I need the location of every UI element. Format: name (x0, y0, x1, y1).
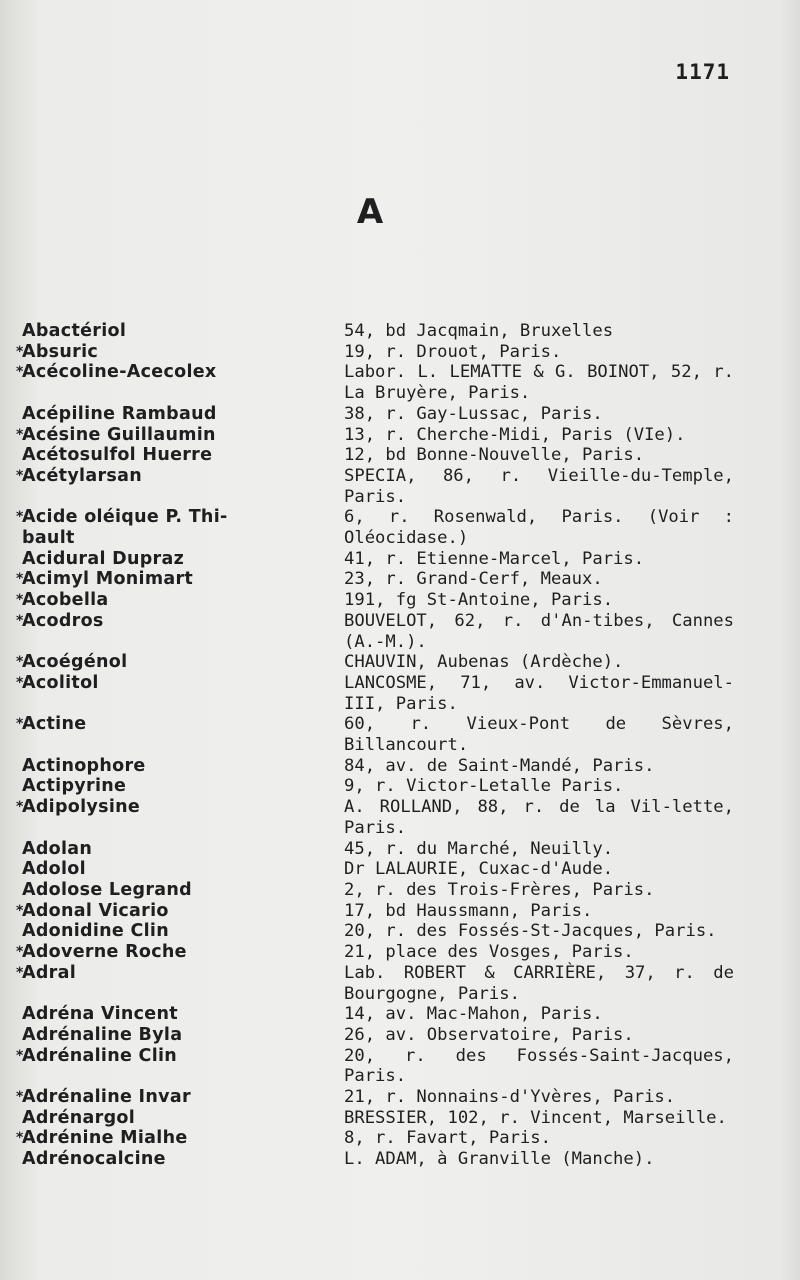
list-item (22, 756, 734, 777)
manufacturer-address: 26, av. Observatoire, Paris. (344, 1024, 634, 1045)
manufacturer-address: 6, r. Rosenwald, Paris. (Voir : Oléocidase.) (344, 507, 734, 549)
asterisk-mark: * (16, 612, 24, 629)
product-name-text: Adolan (22, 838, 93, 859)
asterisk-mark: * (16, 426, 24, 443)
asterisk-mark: * (16, 1089, 24, 1106)
product-name-text: Adolol (22, 859, 86, 880)
manufacturer-address: BRESSIER, 102, r. Vincent, Marseille. (344, 1107, 727, 1128)
manufacturer-address: BOUVELOT, 62, r. d'An-tibes, Cannes (A.-M.). (344, 610, 734, 652)
list-item (16, 1128, 734, 1149)
asterisk-mark: * (16, 509, 24, 526)
asterisk-mark: * (16, 364, 24, 381)
product-name-text: Adoverne Roche (22, 942, 187, 963)
product-name-text: Acobella (22, 590, 109, 611)
manufacturer-address: 19, r. Drouot, Paris. (344, 341, 562, 362)
product-name-text: Acolitol (22, 672, 99, 693)
manufacturer-address: 20, r. des Fossés-St-Jacques, Paris. (344, 921, 717, 942)
list-item (16, 962, 734, 1004)
asterisk-mark: * (16, 902, 24, 919)
list-item (16, 672, 734, 714)
product-name (22, 1025, 344, 1046)
manufacturer-address: 9, r. Victor-Letalle Paris. (344, 776, 624, 797)
product-name-text: Adrénaline Clin (22, 1045, 178, 1066)
product-name-text: Adrénaline Byla (22, 1024, 183, 1045)
product-name (16, 900, 344, 922)
product-name (22, 756, 344, 777)
product-name-text: Acécoline-Acecolex (22, 362, 217, 383)
product-name (16, 569, 344, 590)
product-name-text: Absuric (22, 341, 99, 362)
manufacturer-address: CHAUVIN, Aubenas (Ardèche). (344, 652, 624, 673)
product-name (16, 590, 344, 611)
product-name-text: Adipolysine (22, 797, 141, 818)
asterisk-mark: * (16, 1130, 24, 1147)
manufacturer-address: 21, r. Nonnains-d'Yvères, Paris. (344, 1087, 676, 1108)
list-item (22, 445, 734, 466)
product-name-text: Adonidine Clin (22, 921, 169, 942)
page-number: 1171 (675, 60, 730, 84)
asterisk-mark: * (16, 674, 24, 691)
list-item (16, 900, 734, 922)
list-item (22, 880, 734, 901)
product-name (16, 465, 344, 487)
product-name-text: Acépiline Rambaud (22, 403, 217, 424)
manufacturer-address: 2, r. des Trois-Frères, Paris. (344, 879, 655, 900)
manufacturer-address: 54, bd Jacqmain, Bruxelles (344, 321, 614, 341)
entry-list (16, 321, 734, 1170)
product-name-text: Adolose Legrand (22, 879, 192, 900)
manufacturer-address: 38, r. Gay-Lussac, Paris. (344, 403, 603, 424)
list-item (16, 341, 734, 363)
list-item (16, 1087, 734, 1108)
list-item (16, 507, 734, 549)
asterisk-mark: * (16, 716, 24, 733)
list-item (22, 776, 734, 797)
product-name-text: Acétylarsan (22, 465, 142, 486)
product-name-text: Acétosulfol Huerre (22, 445, 213, 466)
section-letter-heading: A (356, 192, 384, 232)
product-name (16, 1128, 344, 1149)
product-name (16, 341, 344, 363)
list-item (22, 404, 734, 425)
product-name (22, 839, 344, 860)
manufacturer-address: 20, r. des Fossés-Saint-Jacques, Paris. (344, 1045, 734, 1087)
manufacturer-address: 8, r. Favart, Paris. (344, 1128, 551, 1149)
product-name-text: Actinophore (22, 755, 146, 776)
asterisk-mark: * (16, 654, 24, 671)
manufacturer-address: 13, r. Cherche-Midi, Paris (VIe). (344, 424, 686, 445)
list-item (22, 1108, 734, 1129)
list-item (22, 1004, 734, 1025)
product-name-text: Acodros (22, 610, 104, 631)
manufacturer-address: L. ADAM, à Granville (Manche). (344, 1149, 655, 1170)
product-name-text: Adrénine Mialhe (22, 1128, 188, 1149)
product-name (16, 1045, 344, 1067)
list-item (22, 859, 734, 880)
product-name-text: Actipyrine (22, 776, 127, 797)
manufacturer-address: Dr LALAURIE, Cuxac-d'Aude. (344, 859, 614, 880)
manufacturer-address: Labor. L. LEMATTE & G. BOINOT, 52, r. La Bruyère, Paris. (344, 362, 734, 404)
list-item (22, 321, 734, 342)
manufacturer-address: 41, r. Etienne-Marcel, Paris. (344, 548, 645, 569)
product-name-text: Adrénocalcine (22, 1149, 166, 1170)
product-name-text: Acimyl Monimart (22, 569, 194, 590)
list-item (16, 652, 734, 673)
product-name-text: Abactériol (22, 321, 127, 341)
list-item (22, 839, 734, 860)
asterisk-mark: * (16, 964, 24, 981)
manufacturer-address: 84, av. de Saint-Mandé, Paris. (344, 755, 655, 776)
manufacturer-address: A. ROLLAND, 88, r. de la Vil-lette, Paris. (344, 797, 734, 838)
list-item (16, 942, 734, 963)
product-name (16, 672, 344, 694)
list-item (16, 1045, 734, 1087)
product-name (16, 1087, 344, 1108)
product-name (16, 507, 344, 549)
product-name (16, 942, 344, 963)
manufacturer-address: Lab. ROBERT & CARRIÈRE, 37, r. de Bourgogne, Paris. (344, 962, 734, 1004)
list-item (16, 465, 734, 507)
product-name (22, 921, 344, 942)
manufacturer-address: 14, av. Mac-Mahon, Paris. (344, 1004, 603, 1025)
product-name-text: Actine (22, 714, 87, 735)
product-name (22, 1108, 344, 1129)
list-item (16, 590, 734, 611)
manufacturer-address: 12, bd Bonne-Nouvelle, Paris. (344, 445, 645, 466)
list-item (22, 1025, 734, 1046)
product-name (22, 549, 344, 570)
product-name (16, 652, 344, 673)
product-name-text: Acoégénol (22, 652, 128, 673)
product-name-text: Adrénargol (22, 1107, 136, 1128)
product-name-text: Adrénaline Invar (22, 1087, 191, 1108)
asterisk-mark: * (16, 592, 24, 609)
manufacturer-address: 191, fg St-Antoine, Paris. (344, 590, 614, 611)
list-item (16, 362, 734, 404)
product-name (22, 880, 344, 901)
product-name (22, 859, 344, 880)
manufacturer-address: 60, r. Vieux-Pont de Sèvres, Billancourt. (344, 714, 734, 756)
product-name (16, 714, 344, 735)
list-item (16, 424, 734, 446)
list-item (16, 610, 734, 652)
asterisk-mark: * (16, 571, 24, 588)
manufacturer-address: LANCOSME, 71, av. Victor-Emmanuel-III, Paris. (344, 672, 734, 714)
list-item (16, 797, 734, 838)
product-name (22, 321, 344, 342)
manufacturer-address: 17, bd Haussmann, Paris. (344, 900, 593, 921)
list-item (16, 569, 734, 590)
product-name (16, 424, 344, 446)
product-name (16, 962, 344, 984)
list-item (22, 921, 734, 942)
product-name (22, 404, 344, 425)
product-name-text: Acide oléique P. Thi- bault (22, 507, 228, 549)
asterisk-mark: * (16, 343, 24, 360)
manufacturer-address: 45, r. du Marché, Neuilly. (344, 838, 614, 859)
asterisk-mark: * (16, 467, 24, 484)
product-name (22, 1004, 344, 1025)
product-name-text: Acésine Guillaumin (22, 424, 216, 445)
manufacturer-address: 23, r. Grand-Cerf, Meaux. (344, 569, 603, 590)
product-name (22, 445, 344, 466)
asterisk-mark: * (16, 799, 24, 816)
product-name-text: Adonal Vicario (22, 900, 169, 921)
manufacturer-address: SPECIA, 86, r. Vieille-du-Temple, Paris. (344, 465, 734, 507)
asterisk-mark: * (16, 1047, 24, 1064)
list-item (22, 1149, 734, 1170)
product-name (16, 797, 344, 818)
manufacturer-address: 21, place des Vosges, Paris. (344, 942, 634, 963)
list-item (16, 714, 734, 756)
product-name (22, 776, 344, 797)
product-name-text: Adréna Vincent (22, 1004, 178, 1025)
product-name-text: Adral (22, 962, 77, 983)
list-item (22, 549, 734, 570)
product-name-text: Acidural Dupraz (22, 548, 185, 569)
product-name (16, 362, 344, 383)
product-name (22, 1149, 344, 1170)
product-name (16, 610, 344, 632)
asterisk-mark: * (16, 944, 24, 961)
